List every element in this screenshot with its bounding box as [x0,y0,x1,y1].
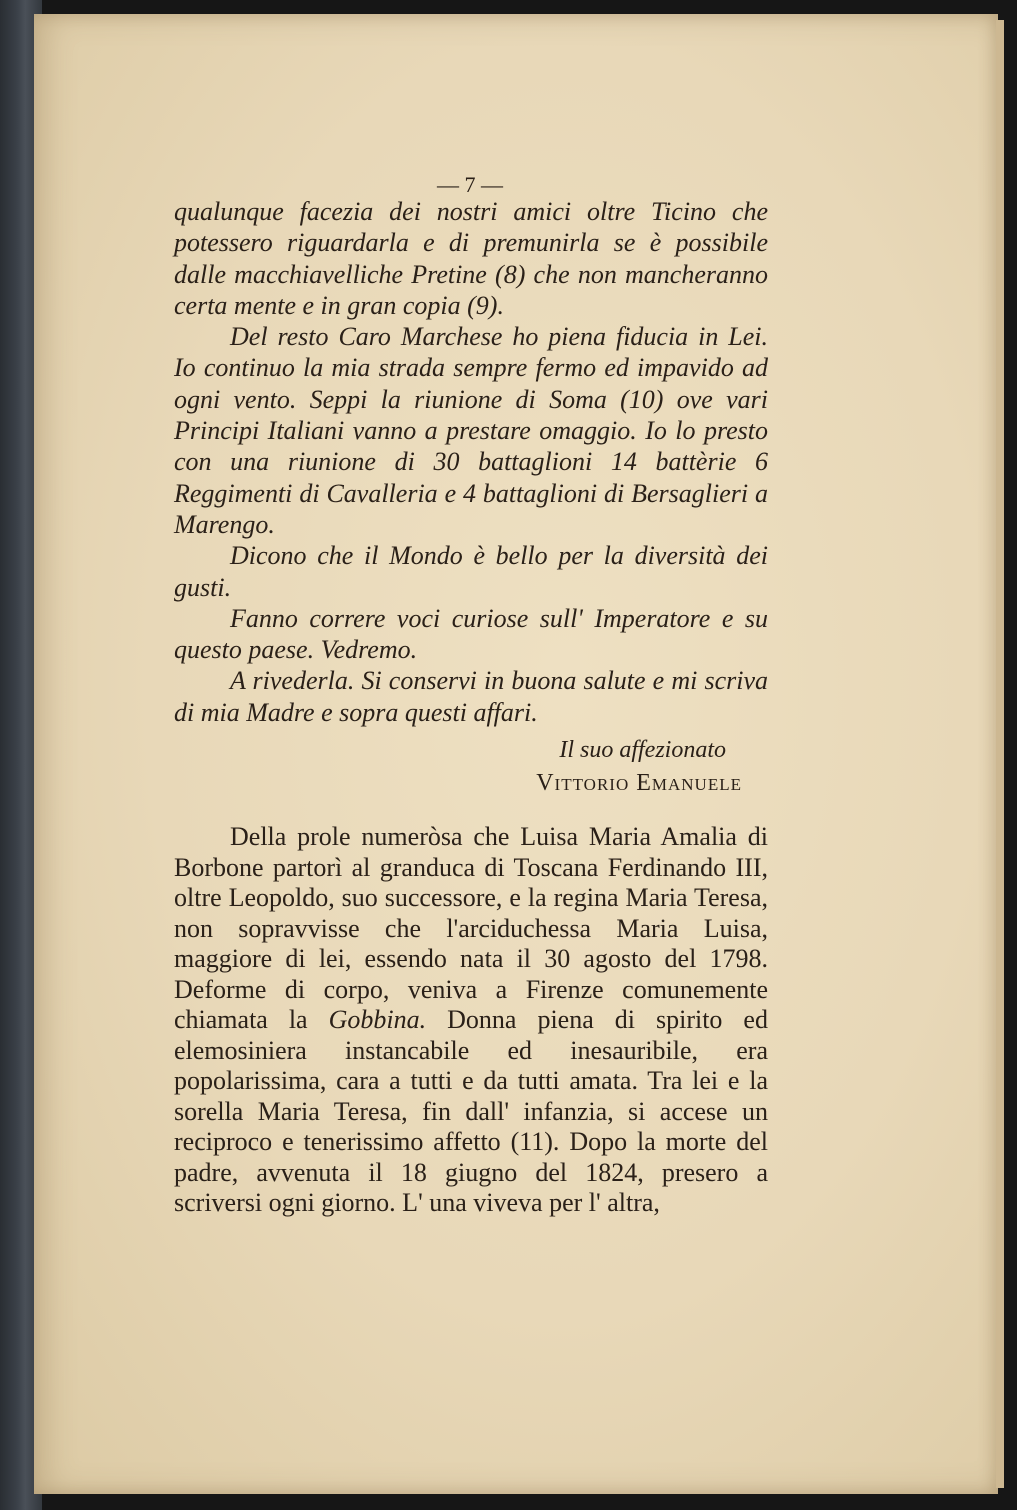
page-body [174,196,768,1245]
prose-emphasis: Gobbina. [328,1005,427,1035]
prose-text-end: Donna piena di spirito ed elemosiniera instancabile ed inesauribile, era popolarissima, cara a tutti e da tutti amata. Tra lei e la sorella Maria Teresa, fin dall' infanzia, si accese un reciproco e tenerissimo affetto (11). Dopo la morte del padre, avvenuta il 18 giugno del 1824, presero a scriversi ogni giorno. L' una viveva per l' altra, [174,1005,768,1218]
letter-paragraph-2: Del resto Caro Marchese ho piena fiducia in Lei. Io continuo la mia strada sempre fermo ed impavido ad ogni vento. Seppi la riunione di Soma (10) ove vari Principi Italiani vanno a prestare omaggio. Io lo presto con una riunione di 30 battaglioni 14 battèrie 6 Reggimenti di Cavalleria e 4 battaglioni di Bersaglieri a Marengo. [174,322,768,539]
prose-paragraph [174,822,768,1219]
letter-paragraph-4: Fanno correre voci curiose sull' Imperatore e su questo paese. Vedremo. [174,603,768,665]
letter-text [174,196,768,728]
page-number: — 7 — [437,172,503,197]
letter-signature: Vittorio Emanuele [536,770,742,797]
page-edge [996,20,1004,1488]
letter-closing: Il suo affezionato [559,737,726,764]
letter-signature-block [174,734,768,800]
letter-paragraph-1: qualunque facezia dei nostri amici oltre Ticino che potessero riguardarla e di premunirla se è possibile dalle macchiavelliche Pretine (8) che non mancheranno certa mente e in gran copia (9). [174,197,768,320]
letter-paragraph-5: A rivederla. Si conservi in buona salute e mi scriva di mia Madre e sopra questi affari. [174,666,768,727]
prose-text-start: Della prole numeròsa che Luisa Maria Amalia di Borbone partorì al granduca di Toscana Ferdinando III, oltre Leopoldo, suo successore, e la regina Maria Teresa, non sopravvisse che l'arciduchessa Maria Luisa, maggiore di lei, essendo nata il 30 agosto del 1798. Deforme di corpo, veniva a Firenze comunemente chiamata la [174,822,768,1035]
letter-paragraph-3: Dicono che il Mondo è bello per la diversità dei gusti. [174,541,768,602]
